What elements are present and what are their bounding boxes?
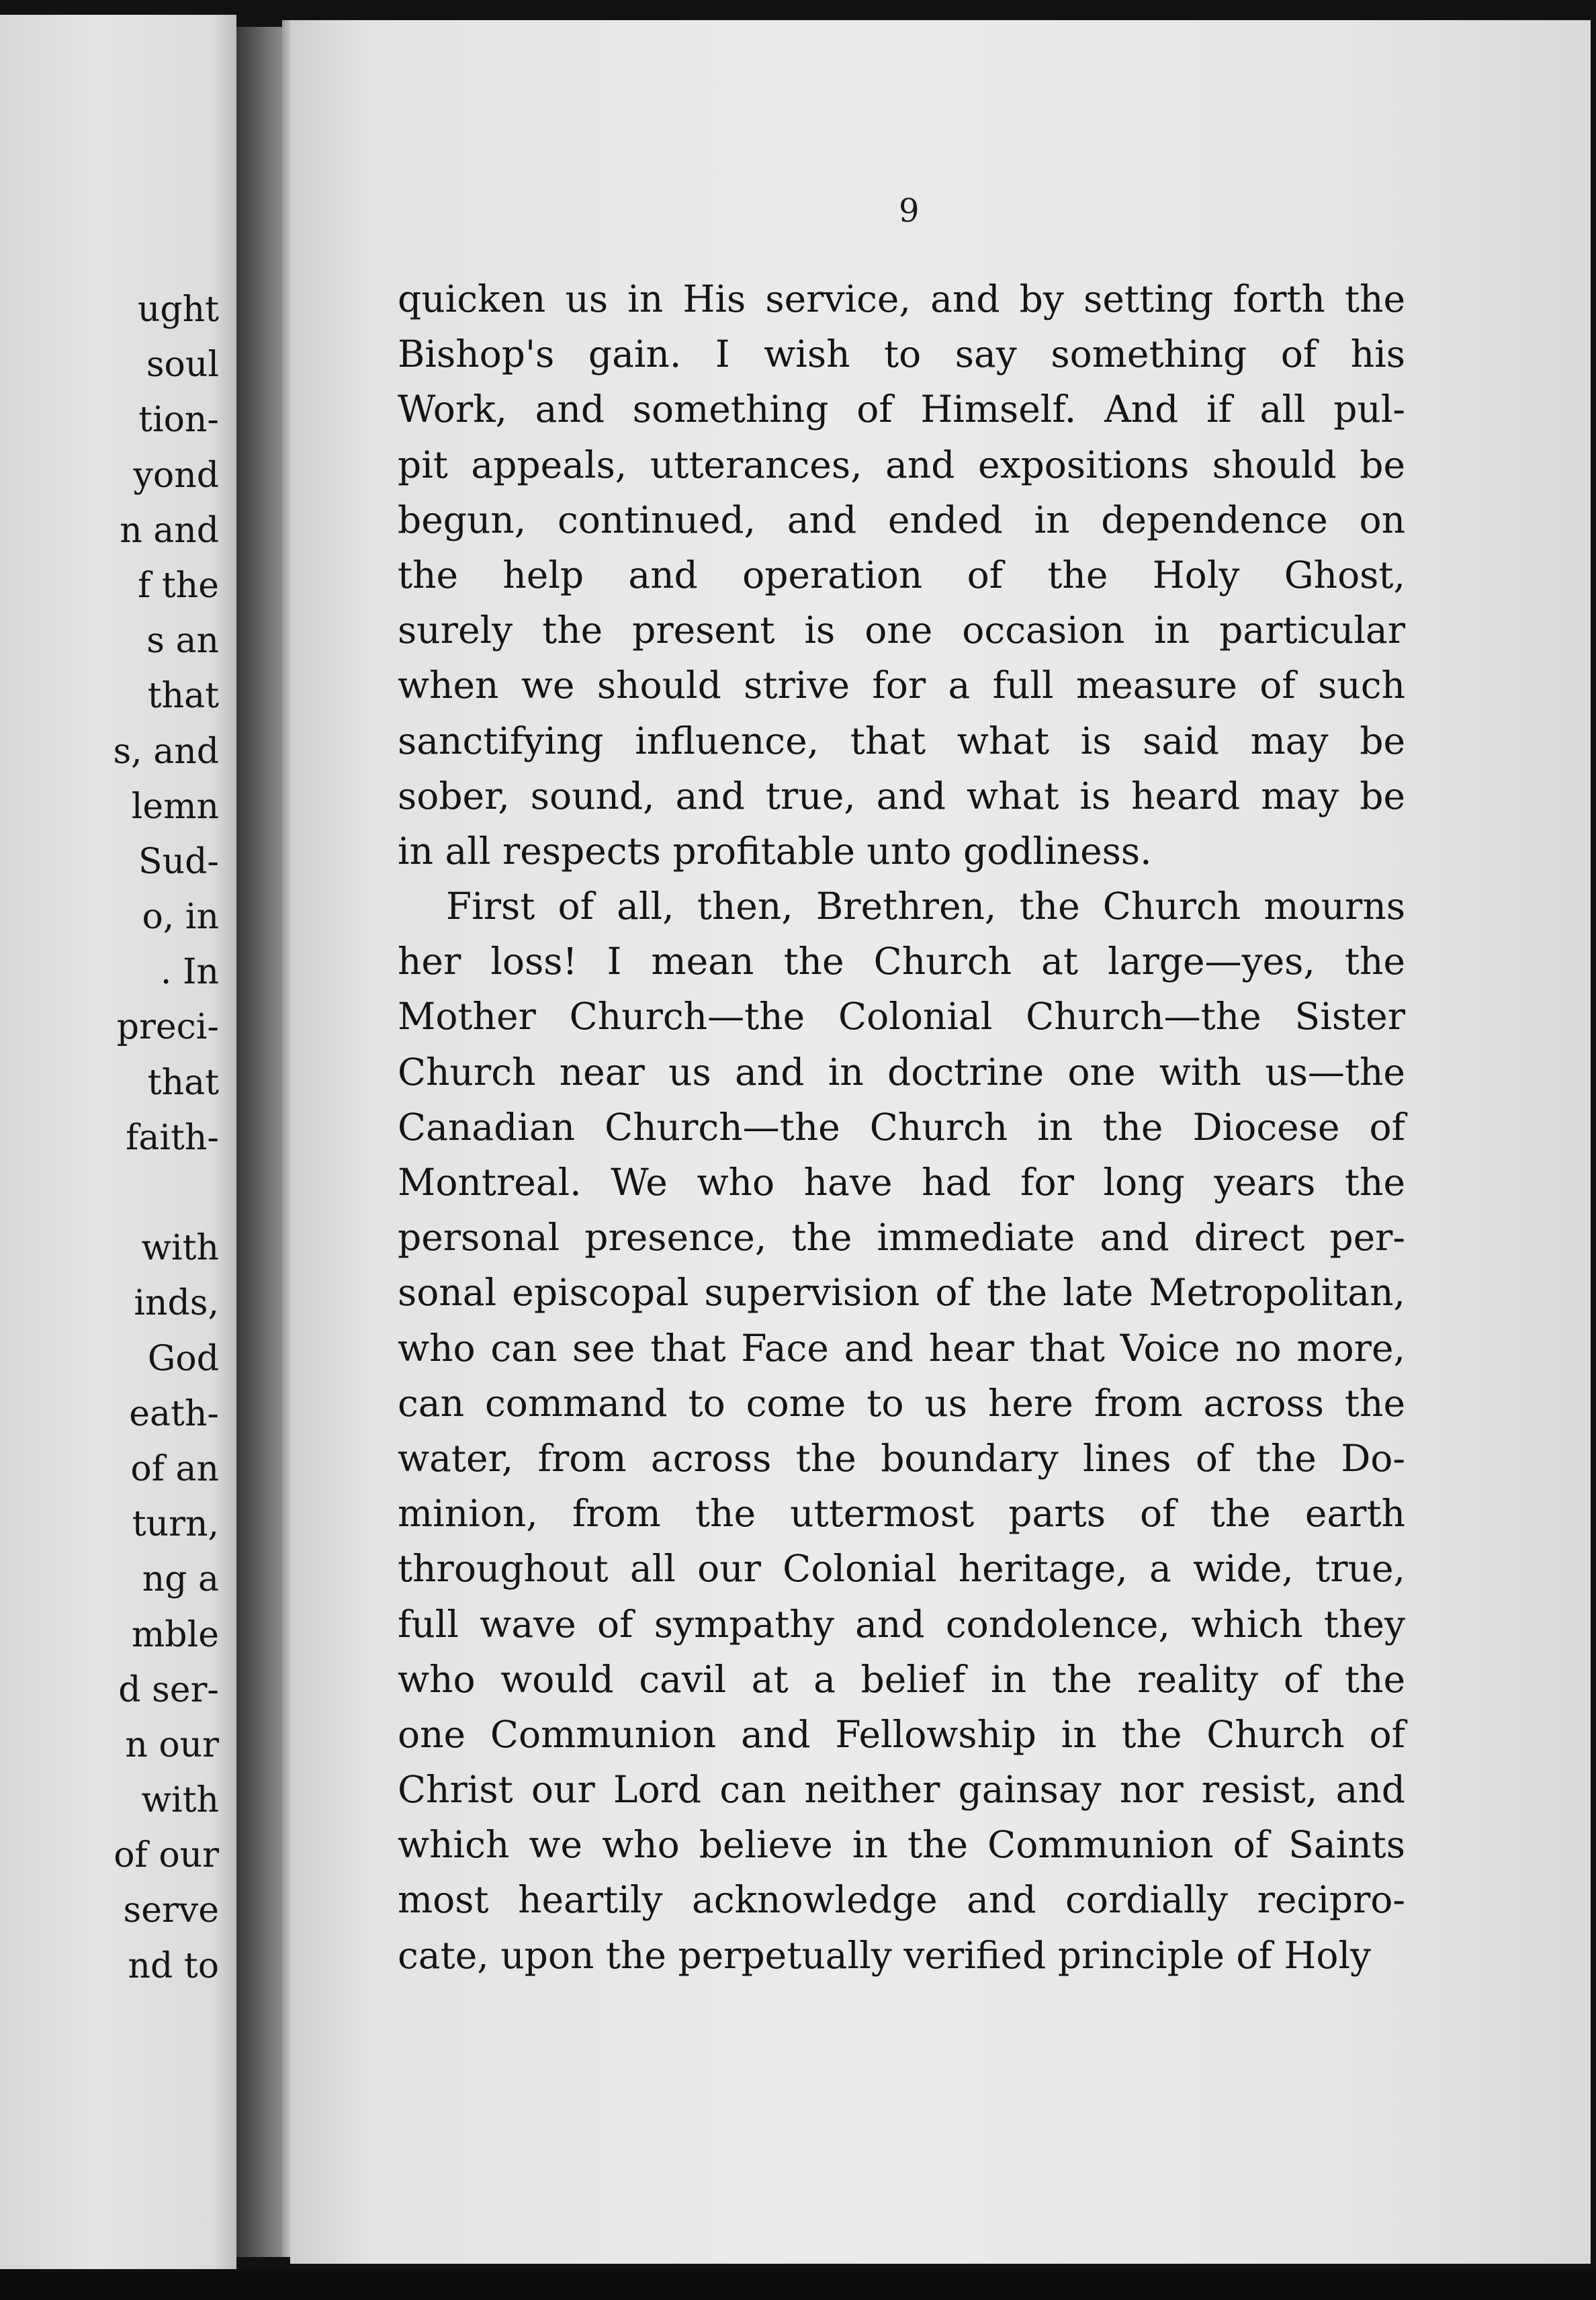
text-line: Christ our Lord can neither gainsay nor resist, and — [398, 1768, 1405, 1812]
text-line: most heartily acknowledge and cordially recipro- — [398, 1878, 1405, 1922]
left-line: preci- — [116, 1007, 219, 1048]
text-line: in all respects profitable unto godliness. — [398, 829, 1152, 873]
left-line: Sud- — [138, 841, 219, 882]
left-line: nd to — [128, 1945, 219, 1986]
left-line: with — [141, 1228, 219, 1269]
text-line: begun, continued, and ended in dependence on — [398, 498, 1405, 541]
text-line: pit appeals, utterances, and expositions should be — [398, 443, 1405, 486]
left-line: with — [141, 1780, 219, 1821]
left-line: soul — [146, 345, 219, 386]
left-line: lemn — [131, 786, 219, 827]
left-line: of our — [114, 1835, 219, 1876]
left-line: eath- — [129, 1393, 219, 1434]
left-line: s, and — [113, 731, 219, 772]
left-line: ng a — [142, 1559, 219, 1600]
left-line: ught — [137, 290, 219, 330]
left-line: serve — [123, 1890, 219, 1931]
text-line: Bishop's gain. I wish to say something of his — [398, 333, 1405, 376]
left-facing-page — [0, 15, 236, 2269]
book-gutter — [236, 27, 282, 2257]
text-line: Church near us and in doctrine one with us—the — [398, 1050, 1405, 1094]
body-text — [398, 271, 1405, 1983]
text-line: full wave of sympathy and condolence, which they — [398, 1602, 1405, 1646]
left-line: of an — [130, 1448, 219, 1489]
text-line: sonal episcopal supervision of the late Metropolitan, — [398, 1271, 1405, 1315]
scan-border — [0, 2269, 1596, 2300]
text-line: sober, sound, and true, and what is heard may be — [398, 774, 1405, 817]
left-line: o, in — [142, 897, 219, 938]
text-line: Mother Church—the Colonial Church—the Sister — [398, 995, 1405, 1038]
left-line: that — [147, 676, 219, 717]
left-line: yond — [133, 455, 219, 496]
left-line: f the — [138, 565, 219, 606]
left-line: that — [147, 1062, 219, 1103]
text-line: Work, and something of Himself. And if all pul- — [398, 388, 1405, 431]
text-line: which we who believe in the Communion of Saints — [398, 1823, 1405, 1867]
text-line: quicken us in His service, and by setting forth the — [398, 277, 1405, 320]
text-line: one Communion and Fellowship in the Church of — [398, 1712, 1405, 1756]
text-line: First of all, then, Brethren, the Church mourns — [446, 885, 1405, 928]
text-line: who can see that Face and hear that Voice no more, — [398, 1326, 1405, 1370]
text-line: Canadian Church—the Church in the Diocese of — [398, 1105, 1405, 1149]
text-line: personal presence, the immediate and direct per- — [398, 1216, 1405, 1259]
text-line: water, from across the boundary lines of the Do- — [398, 1436, 1405, 1480]
left-line — [113, 1165, 219, 1221]
left-line: God — [147, 1338, 219, 1379]
text-line: who would cavil at a belief in the reality of the — [398, 1657, 1405, 1701]
left-page-text — [113, 282, 219, 1994]
left-line: n our — [125, 1724, 219, 1765]
left-line: tion- — [138, 400, 219, 441]
page-number: 9 — [899, 192, 920, 230]
text-line: minion, from the uttermost parts of the earth — [398, 1492, 1405, 1536]
left-line: . In — [160, 952, 219, 993]
left-line: n and — [120, 510, 219, 551]
text-line: sanctifying influence, that what is said may be — [398, 719, 1405, 762]
text-line: the help and operation of the Holy Ghost, — [398, 553, 1405, 596]
left-line: inds, — [134, 1283, 219, 1324]
left-line: turn, — [132, 1504, 219, 1545]
left-line: faith- — [126, 1117, 219, 1158]
left-line: mble — [132, 1614, 219, 1655]
left-line: s an — [146, 621, 219, 662]
text-line: her loss! I mean the Church at large—yes, the — [398, 940, 1405, 983]
text-line: can command to come to us here from across the — [398, 1381, 1405, 1425]
text-line: when we should strive for a full measure of such — [398, 664, 1405, 707]
left-line: d ser- — [118, 1669, 219, 1710]
text-line: surely the present is one occasion in particular — [398, 609, 1405, 652]
text-line: cate, upon the perpetually verified principle of Holy — [398, 1933, 1372, 1977]
text-line: throughout all our Colonial heritage, a wide, true, — [398, 1547, 1405, 1591]
text-line: Montreal. We who have had for long years the — [398, 1161, 1405, 1204]
